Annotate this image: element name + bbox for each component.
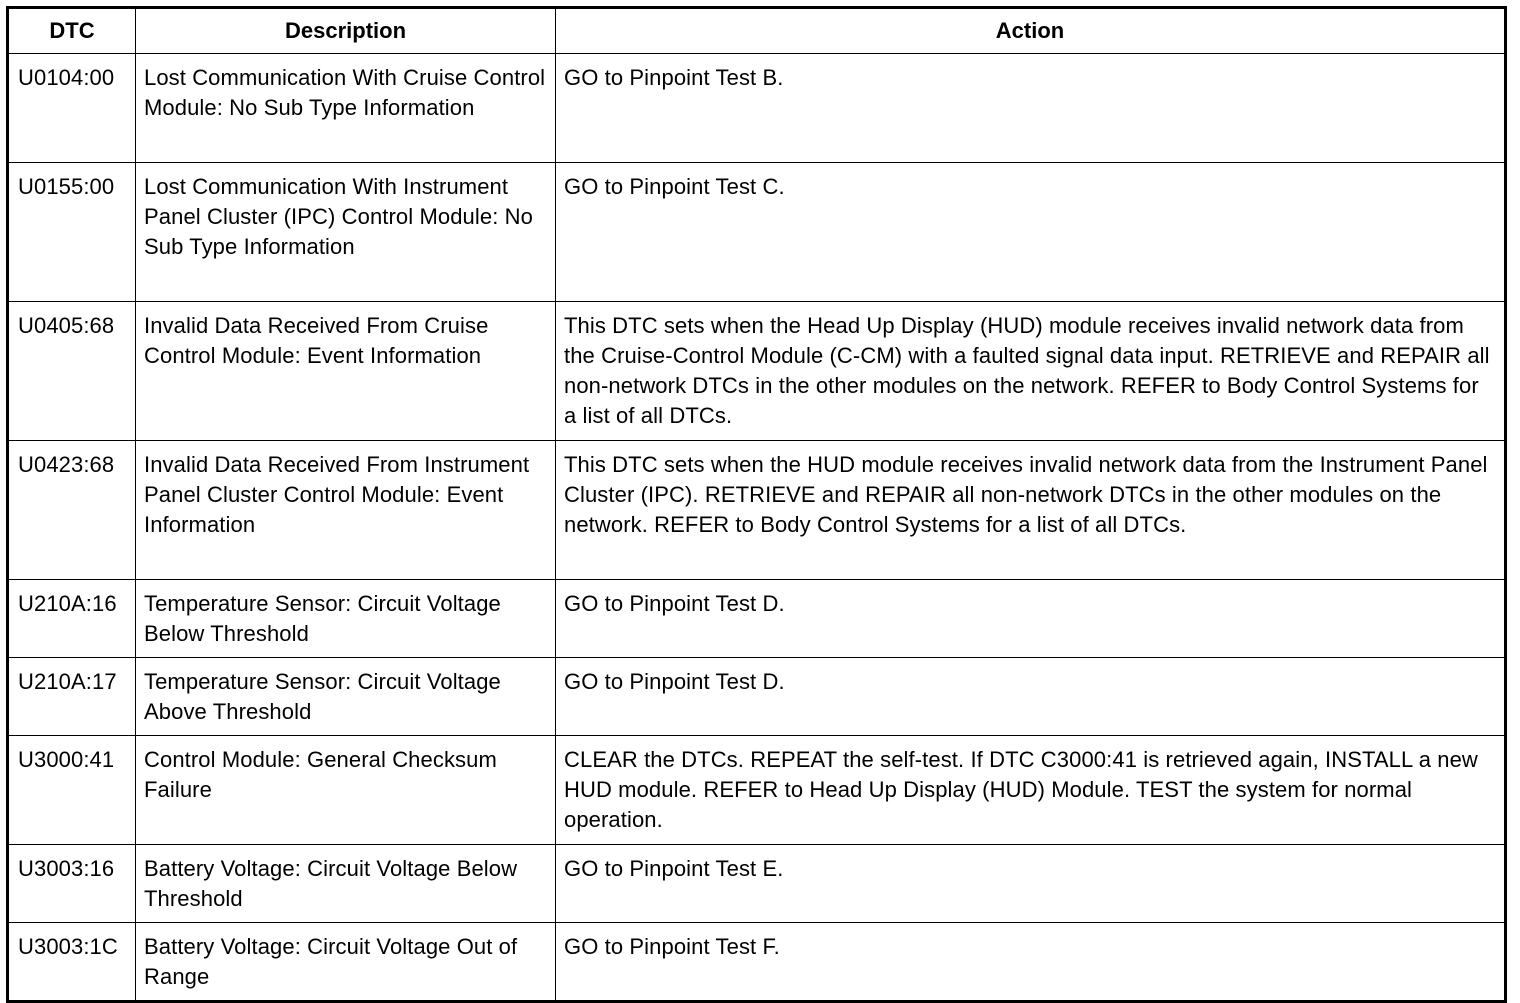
table-row: [8, 54, 1506, 163]
header-dtc: DTC: [8, 8, 136, 54]
dtc-action: GO to Pinpoint Test F.: [556, 923, 1506, 1002]
header-description: Description: [136, 8, 556, 54]
dtc-description: Invalid Data Received From Cruise Control Module: Event Information: [136, 302, 556, 441]
table-row: [8, 580, 1506, 658]
dtc-code: U0423:68: [8, 441, 136, 580]
table-row: [8, 736, 1506, 845]
dtc-action: GO to Pinpoint Test D.: [556, 658, 1506, 736]
dtc-code: U0155:00: [8, 163, 136, 302]
dtc-action: This DTC sets when the Head Up Display (HUD) module receives invalid network data from the Cruise-Control Module (C-CM) with a faulted signal data input. RETRIEVE and REPAIR all non-network DTCs in the other modules on the network. REFER to Body Control Systems for a list of all DTCs.: [556, 302, 1506, 441]
dtc-code: U3003:16: [8, 845, 136, 923]
table-row: [8, 302, 1506, 441]
dtc-action: GO to Pinpoint Test C.: [556, 163, 1506, 302]
dtc-description: Battery Voltage: Circuit Voltage Below Threshold: [136, 845, 556, 923]
table-row: [8, 845, 1506, 923]
dtc-code: U0405:68: [8, 302, 136, 441]
dtc-code: U3003:1C: [8, 923, 136, 1002]
dtc-description: Temperature Sensor: Circuit Voltage Above Threshold: [136, 658, 556, 736]
table-body: [8, 54, 1506, 1002]
dtc-table: [6, 6, 1507, 1003]
dtc-code: U210A:16: [8, 580, 136, 658]
dtc-action: This DTC sets when the HUD module receives invalid network data from the Instrument Panel Cluster (IPC). RETRIEVE and REPAIR all non-network DTCs in the other modules on the network. REFER to Body Control Systems for a list of all DTCs.: [556, 441, 1506, 580]
header-row: [8, 8, 1506, 54]
table-row: [8, 923, 1506, 1002]
dtc-code: U3000:41: [8, 736, 136, 845]
dtc-code: U0104:00: [8, 54, 136, 163]
header-action: Action: [556, 8, 1506, 54]
table-header: [8, 8, 1506, 54]
table-row: [8, 163, 1506, 302]
dtc-action: GO to Pinpoint Test E.: [556, 845, 1506, 923]
dtc-description: Lost Communication With Cruise Control Module: No Sub Type Information: [136, 54, 556, 163]
dtc-action: GO to Pinpoint Test D.: [556, 580, 1506, 658]
dtc-action: GO to Pinpoint Test B.: [556, 54, 1506, 163]
table-row: [8, 441, 1506, 580]
dtc-code: U210A:17: [8, 658, 136, 736]
dtc-description: Lost Communication With Instrument Panel Cluster (IPC) Control Module: No Sub Type Information: [136, 163, 556, 302]
table-row: [8, 658, 1506, 736]
dtc-description: Invalid Data Received From Instrument Panel Cluster Control Module: Event Information: [136, 441, 556, 580]
dtc-action: CLEAR the DTCs. REPEAT the self-test. If DTC C3000:41 is retrieved again, INSTALL a new HUD module. REFER to Head Up Display (HUD) Module. TEST the system for normal operation.: [556, 736, 1506, 845]
dtc-description: Control Module: General Checksum Failure: [136, 736, 556, 845]
dtc-description: Temperature Sensor: Circuit Voltage Below Threshold: [136, 580, 556, 658]
dtc-description: Battery Voltage: Circuit Voltage Out of Range: [136, 923, 556, 1002]
